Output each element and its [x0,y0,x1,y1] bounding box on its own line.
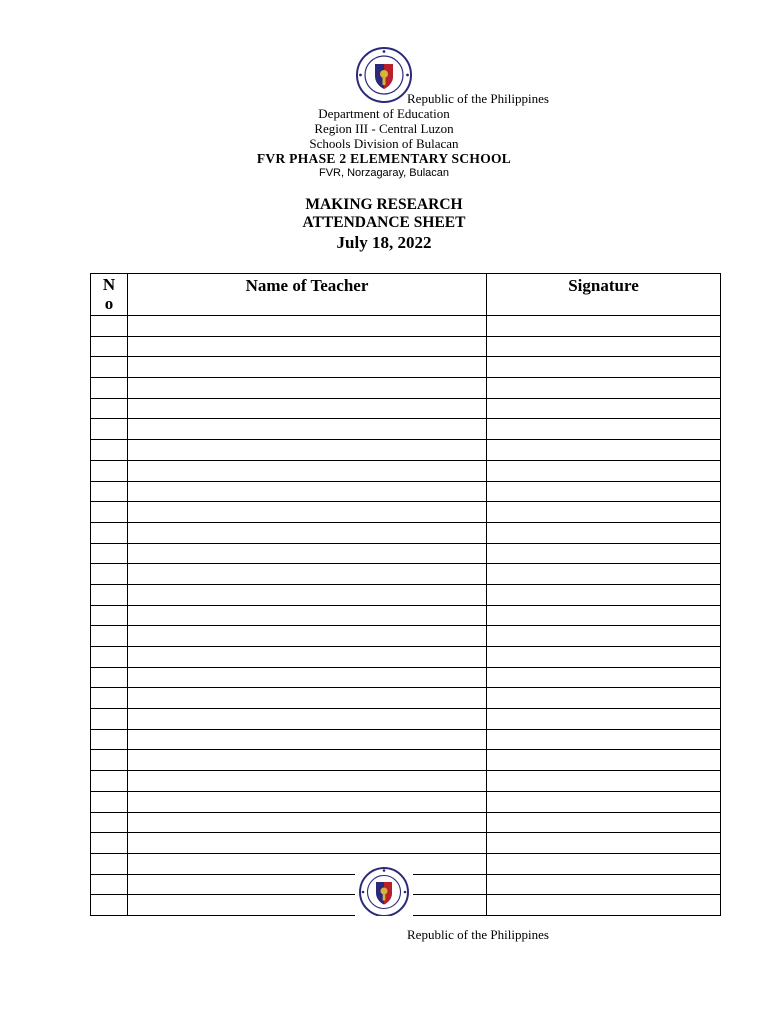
cell-signature[interactable] [487,357,721,378]
cell-no[interactable] [91,316,128,337]
cell-no[interactable] [91,833,128,854]
cell-signature[interactable] [487,853,721,874]
column-header-no-line1: N [102,275,116,294]
table-row [91,791,721,812]
table-row [91,336,721,357]
cell-signature[interactable] [487,709,721,730]
cell-no[interactable] [91,440,128,461]
cell-signature[interactable] [487,667,721,688]
school-address: FVR, Norzagaray, Bulacan [318,167,450,179]
cell-name[interactable] [128,522,487,543]
attendance-table [90,273,721,916]
title-line-1: MAKING RESEARCH [305,196,463,213]
cell-name[interactable] [128,647,487,668]
cell-signature[interactable] [487,874,721,895]
cell-name[interactable] [128,853,487,874]
table-row [91,316,721,337]
cell-signature[interactable] [487,729,721,750]
cell-signature[interactable] [487,564,721,585]
table-row [91,481,721,502]
table-row [91,750,721,771]
cell-signature[interactable] [487,316,721,337]
footer-republic-line: Republic of the Philippines [407,927,549,942]
cell-signature[interactable] [487,812,721,833]
cell-no[interactable] [91,874,128,895]
cell-signature[interactable] [487,750,721,771]
cell-signature[interactable] [487,688,721,709]
cell-signature[interactable] [487,895,721,916]
cell-signature[interactable] [487,502,721,523]
table-row [91,378,721,399]
cell-signature[interactable] [487,440,721,461]
deped-seal-icon [355,866,413,916]
deped-seal-icon [356,47,412,103]
cell-signature[interactable] [487,626,721,647]
cell-name[interactable] [128,833,487,854]
cell-signature[interactable] [487,584,721,605]
cell-name[interactable] [128,709,487,730]
cell-name[interactable] [128,605,487,626]
cell-name[interactable] [128,460,487,481]
table-row [91,667,721,688]
division-line: Schools Division of Bulacan [309,136,459,151]
cell-name[interactable] [128,729,487,750]
cell-no[interactable] [91,729,128,750]
cell-name[interactable] [128,316,487,337]
cell-name[interactable] [128,336,487,357]
cell-signature[interactable] [487,398,721,419]
cell-no[interactable] [91,357,128,378]
cell-signature[interactable] [487,336,721,357]
column-header-name: Name of Teacher [128,274,487,316]
deped-seal-top [356,47,412,103]
cell-signature[interactable] [487,833,721,854]
table-row [91,605,721,626]
cell-name[interactable] [128,378,487,399]
school-name: FVR PHASE 2 ELEMENTARY SCHOOL [256,151,512,166]
cell-name[interactable] [128,750,487,771]
column-header-signature: Signature [487,274,721,316]
cell-name[interactable] [128,357,487,378]
cell-no[interactable] [91,895,128,916]
cell-no[interactable] [91,336,128,357]
table-row [91,564,721,585]
cell-name[interactable] [128,584,487,605]
cell-name[interactable] [128,771,487,792]
table-row [91,626,721,647]
table-row [91,502,721,523]
cell-no[interactable] [91,502,128,523]
cell-no[interactable] [91,481,128,502]
cell-signature[interactable] [487,791,721,812]
cell-no[interactable] [91,522,128,543]
column-header-no [91,274,128,316]
table-row [91,688,721,709]
cell-name[interactable] [128,688,487,709]
republic-line: Republic of the Philippines [407,91,549,106]
cell-no[interactable] [91,688,128,709]
cell-name[interactable] [128,419,487,440]
table-row [91,729,721,750]
table-row [91,419,721,440]
table-row [91,357,721,378]
table-row [91,812,721,833]
cell-name[interactable] [128,481,487,502]
cell-name[interactable] [128,667,487,688]
cell-name[interactable] [128,398,487,419]
table-body [91,316,721,916]
cell-signature[interactable] [487,647,721,668]
table-row [91,440,721,461]
department-line: Department of Education [318,106,450,121]
cell-no[interactable] [91,626,128,647]
region-line: Region III - Central Luzon [314,121,454,136]
cell-name[interactable] [128,543,487,564]
table-header-row [91,274,721,316]
deped-seal-bottom [355,866,413,916]
cell-name[interactable] [128,440,487,461]
cell-no[interactable] [91,771,128,792]
cell-signature[interactable] [487,419,721,440]
cell-no[interactable] [91,460,128,481]
cell-signature[interactable] [487,605,721,626]
cell-signature[interactable] [487,522,721,543]
table-row [91,522,721,543]
cell-no[interactable] [91,543,128,564]
table-row [91,460,721,481]
cell-signature[interactable] [487,460,721,481]
cell-no[interactable] [91,378,128,399]
cell-name[interactable] [128,502,487,523]
table-row [91,584,721,605]
cell-no[interactable] [91,750,128,771]
title-date: July 18, 2022 [336,233,432,252]
cell-no[interactable] [91,647,128,668]
cell-name[interactable] [128,564,487,585]
table-row [91,833,721,854]
cell-no[interactable] [91,398,128,419]
column-header-no-line2: o [104,294,114,313]
cell-no[interactable] [91,564,128,585]
cell-signature[interactable] [487,481,721,502]
cell-name[interactable] [128,874,487,895]
cell-no[interactable] [91,605,128,626]
cell-no[interactable] [91,853,128,874]
cell-no[interactable] [91,812,128,833]
cell-no[interactable] [91,709,128,730]
table-row [91,709,721,730]
cell-no[interactable] [91,584,128,605]
table-row [91,543,721,564]
table-row [91,647,721,668]
cell-name[interactable] [128,895,487,916]
cell-no[interactable] [91,419,128,440]
table-row [91,771,721,792]
cell-name[interactable] [128,791,487,812]
table-row [91,398,721,419]
cell-name[interactable] [128,812,487,833]
cell-name[interactable] [128,626,487,647]
title-line-2: ATTENDANCE SHEET [302,214,466,231]
cell-no[interactable] [91,667,128,688]
cell-no[interactable] [91,791,128,812]
cell-signature[interactable] [487,771,721,792]
cell-signature[interactable] [487,543,721,564]
cell-signature[interactable] [487,378,721,399]
